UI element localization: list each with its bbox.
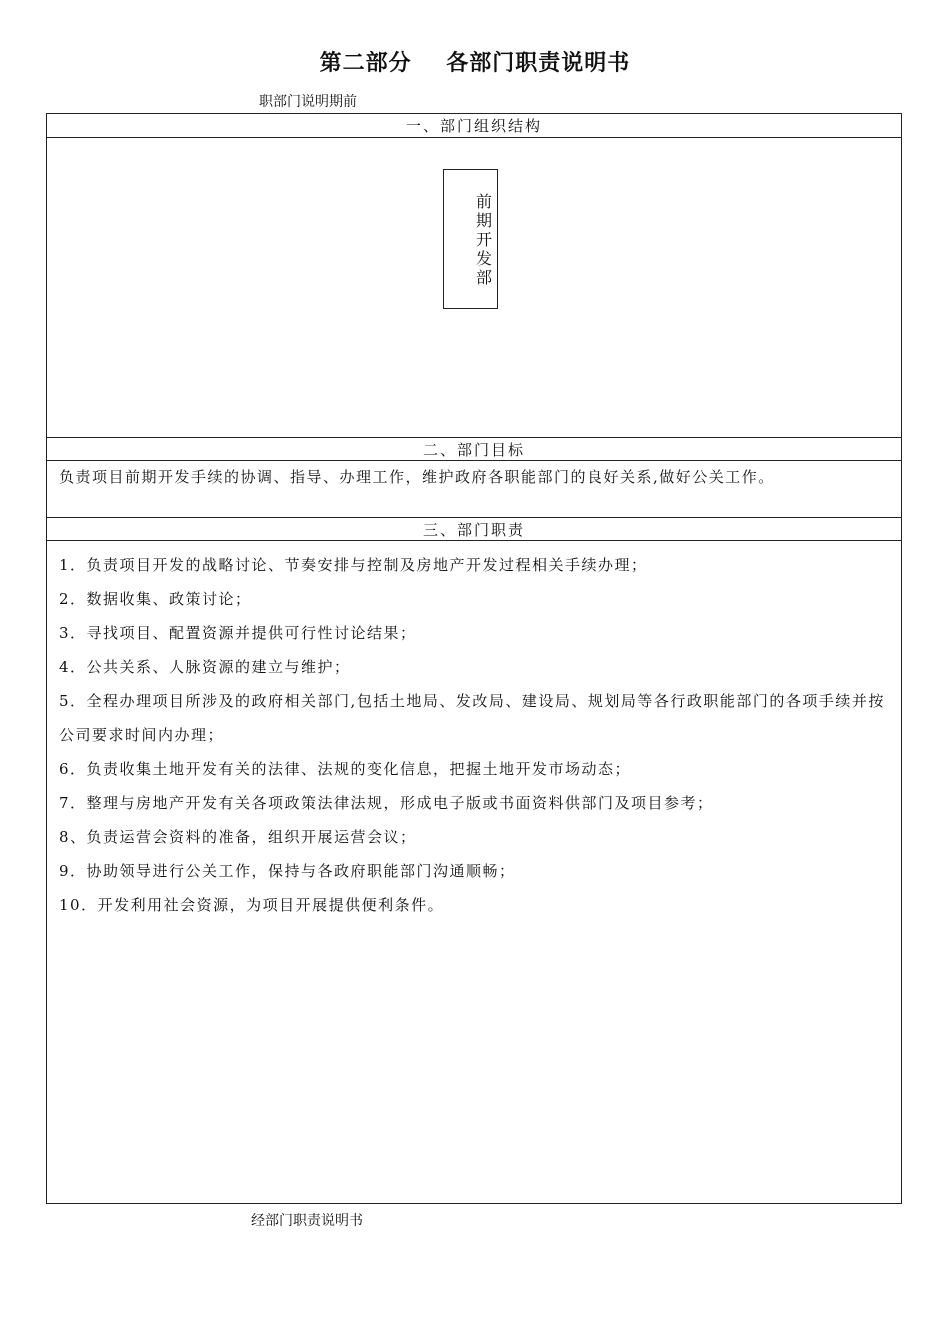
- org-department-box: [443, 169, 498, 309]
- duty-item-2: 2．数据收集、政策讨论；: [59, 590, 252, 608]
- duty-item-8: 8、负责运营会资料的准备，组织开展运营会议；: [59, 828, 417, 846]
- org-chart-area: [47, 138, 901, 437]
- page-title: 第二部分 各部门职责说明书: [319, 51, 631, 76]
- duty-list: [59, 548, 889, 922]
- header-label: 职部门说明期前: [259, 94, 357, 110]
- responsibility-table: [46, 113, 902, 1204]
- goal-text: 负责项目前期开发手续的协调、指导、办理工作，维护政府各职能部门的良好关系,做好公关工作。: [59, 468, 775, 486]
- duty-item-4: 4．公共关系、人脉资源的建立与维护；: [59, 658, 351, 676]
- section-heading-duties: 三、部门职责: [47, 517, 901, 541]
- duty-item-9: 9．协助领导进行公关工作，保持与各政府职能部门沟通顺畅；: [59, 862, 516, 880]
- duty-item-10: 10．开发利用社会资源，为项目开展提供便利条件。: [59, 896, 445, 914]
- org-department-label: 前期开发部: [475, 192, 492, 287]
- duty-item-3: 3．寻找项目、配置资源并提供可行性讨论结果；: [59, 624, 417, 642]
- duty-item-1: 1．负责项目开发的战略讨论、节奏安排与控制及房地产开发过程相关手续办理；: [59, 556, 648, 574]
- duty-item-6: 6．负责收集土地开发有关的法律、法规的变化信息，把握土地开发市场动态；: [59, 760, 632, 778]
- section-heading-goal: 二、部门目标: [47, 437, 901, 461]
- duty-item-5: 5．全程办理项目所涉及的政府相关部门,包括土地局、发改局、建设局、规划局等各行政职能部门的各项手续并按公司要求时间内办理；: [59, 692, 885, 744]
- duty-item-7: 7．整理与房地产开发有关各项政策法律法规，形成电子版或书面资料供部门及项目参考；: [59, 794, 714, 812]
- footer-label: 经部门职责说明书: [251, 1213, 363, 1229]
- section-heading-org: 一、部门组织结构: [47, 114, 901, 138]
